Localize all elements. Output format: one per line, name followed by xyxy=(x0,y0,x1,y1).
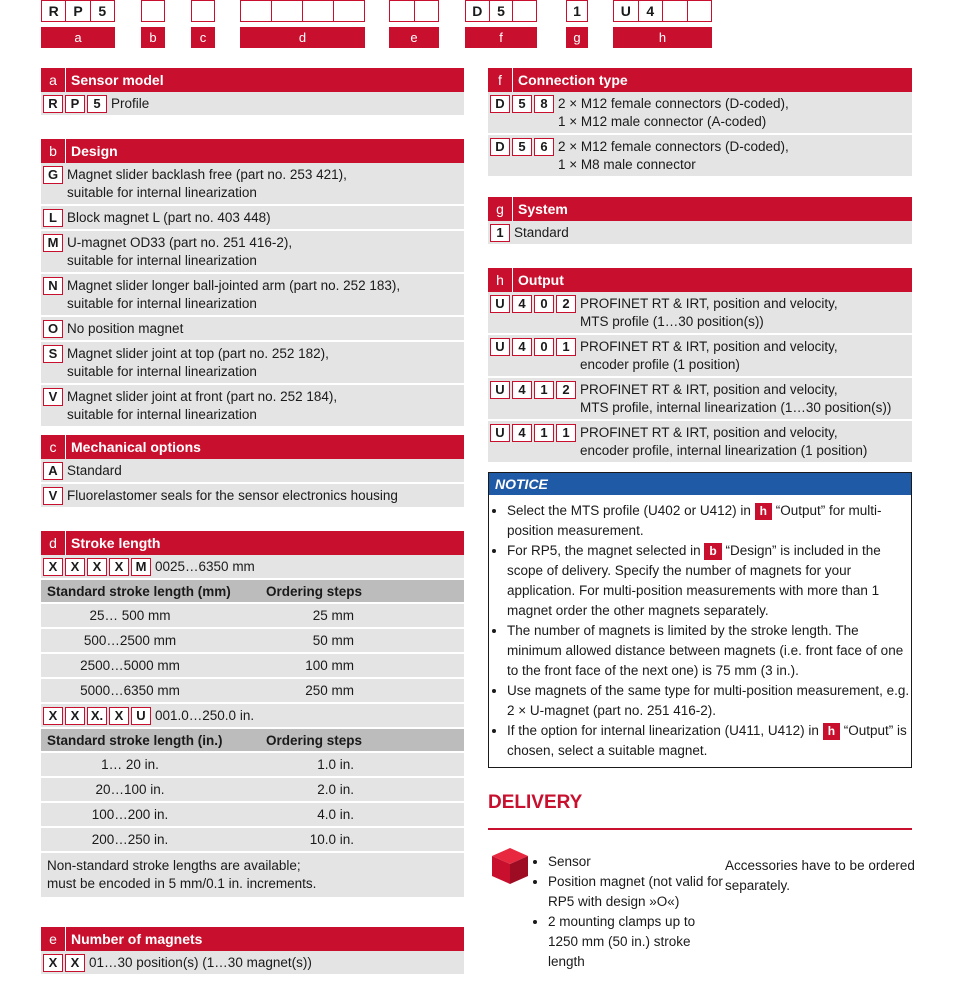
code-boxes xyxy=(43,165,63,184)
code-boxes xyxy=(490,294,576,313)
option-text: Magnet slider joint at top (part no. 252 182), suitable for internal linearization xyxy=(67,346,329,379)
code-cell xyxy=(688,1,712,21)
option-text: 01…30 position(s) (1…30 magnet(s)) xyxy=(89,955,312,970)
code-label-c: c xyxy=(191,27,215,48)
delivery-list xyxy=(532,852,728,972)
sensor-model-header xyxy=(41,68,464,92)
code-boxes xyxy=(43,387,63,406)
col-header-stroke: Standard stroke length (mm) xyxy=(47,583,231,599)
notice-item xyxy=(507,621,911,681)
code-cell: 1 xyxy=(573,3,581,19)
option-text: U-magnet OD33 (part no. 251 416-2), suitable for internal linearization xyxy=(67,235,293,268)
section-title: Sensor model xyxy=(71,72,164,88)
section-letter: g xyxy=(488,197,513,221)
magnets-header xyxy=(41,927,464,951)
code-boxes xyxy=(43,276,63,295)
code-cell xyxy=(241,1,272,21)
delivery-note: Accessories have to be ordered separately. xyxy=(725,858,915,893)
code-box-group-d xyxy=(240,0,365,22)
code-box: R xyxy=(43,95,63,113)
code-box: 1 xyxy=(490,224,510,242)
stroke-note: Non-standard stroke lengths are available; must be encoded in 5 mm/0.1 in. increments. xyxy=(41,853,464,897)
code-boxes xyxy=(43,233,63,252)
design-option-row xyxy=(41,163,464,206)
code-boxes xyxy=(43,319,63,338)
notice-list xyxy=(489,501,911,761)
delivery-title: DELIVERY xyxy=(488,792,583,813)
stroke-range-cell: 5000…6350 mm xyxy=(80,683,180,698)
section-title: Stroke length xyxy=(71,535,161,551)
option-text: Profile xyxy=(111,96,150,111)
code-box: 5 xyxy=(87,95,107,113)
design-option-row xyxy=(41,231,464,274)
code-box: P xyxy=(65,95,85,113)
code-box: X xyxy=(65,707,85,725)
option-text: Fluorelastomer seals for the sensor electronics housing xyxy=(67,488,398,503)
code-boxes xyxy=(43,706,151,725)
code-box: D xyxy=(490,95,510,113)
code-boxes xyxy=(43,94,107,113)
table-row xyxy=(41,629,464,654)
code-box: 1 xyxy=(534,424,554,442)
code-boxes xyxy=(43,208,63,227)
delivery-item: • 2 mounting clamps up to 1250 mm (50 in.) stroke length xyxy=(548,912,728,972)
code-box-group-b xyxy=(141,0,165,22)
code-box: 1 xyxy=(534,381,554,399)
number-of-magnets-panel xyxy=(41,927,464,976)
sensor-model-panel xyxy=(41,68,464,117)
code-boxes xyxy=(490,94,554,113)
connection-type-panel xyxy=(488,68,912,178)
code-box: X xyxy=(109,558,129,576)
code-box-group-f xyxy=(465,0,537,22)
section-letter: c xyxy=(41,435,66,459)
code-box: U xyxy=(490,338,510,356)
code-boxes xyxy=(43,344,63,363)
code-label-e: e xyxy=(389,27,439,48)
code-boxes xyxy=(490,223,510,242)
code-box: 2 xyxy=(556,295,576,313)
code-box: X xyxy=(43,558,63,576)
code-cell xyxy=(192,1,214,21)
mechanical-option-row xyxy=(41,484,464,509)
option-text: Block magnet L (part no. 403 448) xyxy=(67,210,271,225)
code-box: X xyxy=(109,707,129,725)
code-boxes xyxy=(43,461,63,480)
section-tag: h xyxy=(823,723,840,740)
section-letter: e xyxy=(41,927,66,951)
connection-option-row xyxy=(488,135,912,178)
notice-text: “Output” for multi-position measurement. xyxy=(507,503,882,538)
notice-text: Use magnets of the same type for multi-position measurement, e.g. 2 × U-magnet (part no. 251 416-2). xyxy=(507,683,910,718)
notice-text: The number of magnets is limited by the stroke length. The minimum allowed distance between magnets (i.e. front face of one to the front face of the next one) is 75 mm (3 in.). xyxy=(507,623,904,678)
design-option-row xyxy=(41,385,464,428)
code-cell: 5 xyxy=(490,1,514,21)
stroke-range-cell: 25… 500 mm xyxy=(89,608,171,623)
sensor-model-option-row xyxy=(41,92,464,117)
section-letter: a xyxy=(41,68,66,92)
stroke-in-table-header xyxy=(41,729,464,753)
delivery-item: • Position magnet (not valid for RP5 with design »O«) xyxy=(548,872,728,912)
code-box: 4 xyxy=(512,381,532,399)
code-label-a: a xyxy=(41,27,115,48)
section-title: Design xyxy=(71,143,118,159)
code-box-group-e xyxy=(389,0,439,22)
notice-item xyxy=(507,501,911,541)
code-box: D xyxy=(490,138,510,156)
output-option-row xyxy=(488,378,912,421)
system-header xyxy=(488,197,912,221)
output-option-row xyxy=(488,335,912,378)
notice-text: Select the MTS profile (U402 or U412) in xyxy=(507,503,755,518)
code-box-group-c xyxy=(191,0,215,22)
code-cell: U xyxy=(614,1,639,21)
stroke-range-cell: 2500…5000 mm xyxy=(80,658,180,673)
code-box: V xyxy=(43,487,63,505)
code-box: U xyxy=(490,424,510,442)
option-text: No position magnet xyxy=(67,321,184,336)
design-option-row xyxy=(41,317,464,342)
code-label-d: d xyxy=(240,27,365,48)
stroke-range-cell: 500…2500 mm xyxy=(83,633,177,648)
section-tag: h xyxy=(755,503,772,520)
code-box: U xyxy=(490,381,510,399)
code-box: 4 xyxy=(512,424,532,442)
table-row xyxy=(41,753,464,778)
table-row xyxy=(41,654,464,679)
stroke-range-cell: 100…200 in. xyxy=(91,807,169,822)
table-row xyxy=(41,778,464,803)
col-header-steps: Ordering steps xyxy=(265,583,363,599)
option-text: Magnet slider longer ball-jointed arm (part no. 252 183), suitable for internal linearization xyxy=(67,278,401,311)
table-row xyxy=(41,803,464,828)
option-text: Magnet slider joint at front (part no. 252 184), suitable for internal linearization xyxy=(67,389,338,422)
code-cell: 5 xyxy=(98,3,107,19)
code-cell: R xyxy=(42,1,66,21)
code-box: 2 xyxy=(556,381,576,399)
code-box-group-a xyxy=(41,0,115,22)
code-box: 8 xyxy=(534,95,554,113)
code-box-group-g xyxy=(566,0,588,22)
code-box: 1 xyxy=(556,424,576,442)
option-text: PROFINET RT & IRT, position and velocity, encoder profile, internal linearization (1 position) xyxy=(580,425,868,458)
ordering-step-cell: 250 mm xyxy=(305,683,354,698)
code-box: 1 xyxy=(556,338,576,356)
code-box: X xyxy=(43,954,63,972)
connection-header xyxy=(488,68,912,92)
code-boxes xyxy=(490,380,576,399)
stroke-length-panel xyxy=(41,531,464,897)
code-box: X. xyxy=(87,707,107,725)
section-title: System xyxy=(518,201,568,217)
option-text: 2 × M12 female connectors (D-coded), 1 × M8 male connector xyxy=(558,139,789,172)
notice-item xyxy=(507,721,911,761)
code-box: 4 xyxy=(512,295,532,313)
delivery-divider xyxy=(488,828,912,830)
mechanical-header xyxy=(41,435,464,459)
option-text: Standard xyxy=(67,463,122,478)
ordering-step-cell: 100 mm xyxy=(305,658,354,673)
stroke-in-code-row xyxy=(41,704,464,729)
design-option-row xyxy=(41,206,464,231)
code-cell xyxy=(272,1,303,21)
stroke-range-cell: 20…100 in. xyxy=(95,782,165,797)
code-box: S xyxy=(43,345,63,363)
section-tag: b xyxy=(704,543,721,560)
design-header xyxy=(41,139,464,163)
code-box: O xyxy=(43,320,63,338)
code-boxes xyxy=(490,337,576,356)
connection-option-row xyxy=(488,92,912,135)
notice-text: For RP5, the magnet selected in xyxy=(507,543,705,558)
code-cell xyxy=(390,1,415,21)
col-header-steps: Ordering steps xyxy=(265,732,363,748)
code-box: 4 xyxy=(512,338,532,356)
code-box: L xyxy=(43,209,63,227)
option-text: 001.0…250.0 in. xyxy=(155,708,255,723)
code-label-g: g xyxy=(566,27,588,48)
design-option-row xyxy=(41,342,464,385)
option-text: PROFINET RT & IRT, position and velocity, MTS profile, internal linearization (1…30 position(s)) xyxy=(580,382,892,415)
code-box: G xyxy=(43,166,63,184)
stroke-mm-table-header xyxy=(41,580,464,604)
stroke-range-cell: 200…250 in. xyxy=(91,832,169,847)
code-box: U xyxy=(131,707,151,725)
ordering-step-cell: 4.0 in. xyxy=(317,807,354,822)
ordering-step-cell: 25 mm xyxy=(312,608,354,623)
design-panel xyxy=(41,139,464,428)
code-cell xyxy=(142,1,164,21)
stroke-range-cell: 1… 20 in. xyxy=(101,757,159,772)
code-cell xyxy=(663,1,688,21)
code-label-f: f xyxy=(465,27,537,48)
option-text: 2 × M12 female connectors (D-coded), 1 × M12 male connector (A-coded) xyxy=(558,96,789,129)
code-boxes xyxy=(43,486,63,505)
magnets-option-row xyxy=(41,951,464,976)
stroke-mm-code-row xyxy=(41,555,464,580)
notice-text: If the option for internal linearization (U411, U412) in xyxy=(507,723,823,738)
output-option-row xyxy=(488,421,912,464)
code-cell xyxy=(415,1,439,21)
system-panel xyxy=(488,197,912,246)
code-label-h: h xyxy=(613,27,712,48)
code-boxes xyxy=(43,557,151,576)
code-label-b: b xyxy=(141,27,165,48)
section-title: Number of magnets xyxy=(71,931,203,947)
delivery-item: • Sensor xyxy=(548,852,728,872)
code-boxes xyxy=(490,423,576,442)
option-text: PROFINET RT & IRT, position and velocity, encoder profile (1 position) xyxy=(580,339,838,372)
ordering-step-cell: 1.0 in. xyxy=(317,757,354,772)
code-box: X xyxy=(87,558,107,576)
code-box: 5 xyxy=(512,95,532,113)
notice-item xyxy=(507,541,911,621)
table-row xyxy=(41,679,464,704)
table-row xyxy=(41,604,464,629)
option-text: Magnet slider backlash free (part no. 253 421), suitable for internal linearization xyxy=(67,167,347,200)
section-title: Mechanical options xyxy=(71,439,201,455)
option-text: 0025…6350 mm xyxy=(155,559,255,574)
code-box: M xyxy=(131,558,151,576)
output-header xyxy=(488,268,912,292)
notice-item xyxy=(507,681,911,721)
code-box: 0 xyxy=(534,338,554,356)
design-option-row xyxy=(41,274,464,317)
mechanical-options-panel xyxy=(41,435,464,509)
notice-text: “Output” is chosen, select a suitable magnet. xyxy=(507,723,907,758)
ordering-step-cell: 10.0 in. xyxy=(309,832,354,847)
notice-text: “Design” is included in the scope of delivery. Specify the number of magnets for your application. For multi-position measurements with more than 1 magnet order the other magnets separately. xyxy=(507,543,881,618)
code-box: M xyxy=(43,234,63,252)
option-text: Standard xyxy=(514,225,569,240)
code-box: X xyxy=(43,707,63,725)
code-cell: D xyxy=(466,1,490,21)
code-box: U xyxy=(490,295,510,313)
package-box-icon xyxy=(490,846,530,889)
code-box: X xyxy=(65,558,85,576)
section-letter: f xyxy=(488,68,513,92)
code-box: 5 xyxy=(512,138,532,156)
code-box: A xyxy=(43,462,63,480)
code-box: N xyxy=(43,277,63,295)
table-row xyxy=(41,828,464,853)
ordering-step-cell: 50 mm xyxy=(312,633,354,648)
output-option-row xyxy=(488,292,912,335)
section-title: Output xyxy=(518,272,564,288)
system-option-row xyxy=(488,221,912,246)
code-boxes xyxy=(490,137,554,156)
notice-box xyxy=(488,472,912,768)
section-letter: b xyxy=(41,139,66,163)
code-box: 0 xyxy=(534,295,554,313)
notice-title: NOTICE xyxy=(489,473,911,495)
code-box: 6 xyxy=(534,138,554,156)
mechanical-option-row xyxy=(41,459,464,484)
section-letter: d xyxy=(41,531,66,555)
output-panel xyxy=(488,268,912,464)
code-boxes xyxy=(43,953,85,972)
code-cell: P xyxy=(66,1,90,21)
code-box: V xyxy=(43,388,63,406)
stroke-length-header xyxy=(41,531,464,555)
code-cell xyxy=(334,1,364,21)
option-text: PROFINET RT & IRT, position and velocity, MTS profile (1…30 position(s)) xyxy=(580,296,838,329)
ordering-step-cell: 2.0 in. xyxy=(317,782,354,797)
code-cell: 4 xyxy=(639,1,664,21)
code-cell xyxy=(303,1,334,21)
section-letter: h xyxy=(488,268,513,292)
code-box: X xyxy=(65,954,85,972)
section-title: Connection type xyxy=(518,72,628,88)
code-box-group-h xyxy=(613,0,712,22)
code-cell xyxy=(513,1,536,21)
col-header-stroke: Standard stroke length (in.) xyxy=(47,732,223,748)
